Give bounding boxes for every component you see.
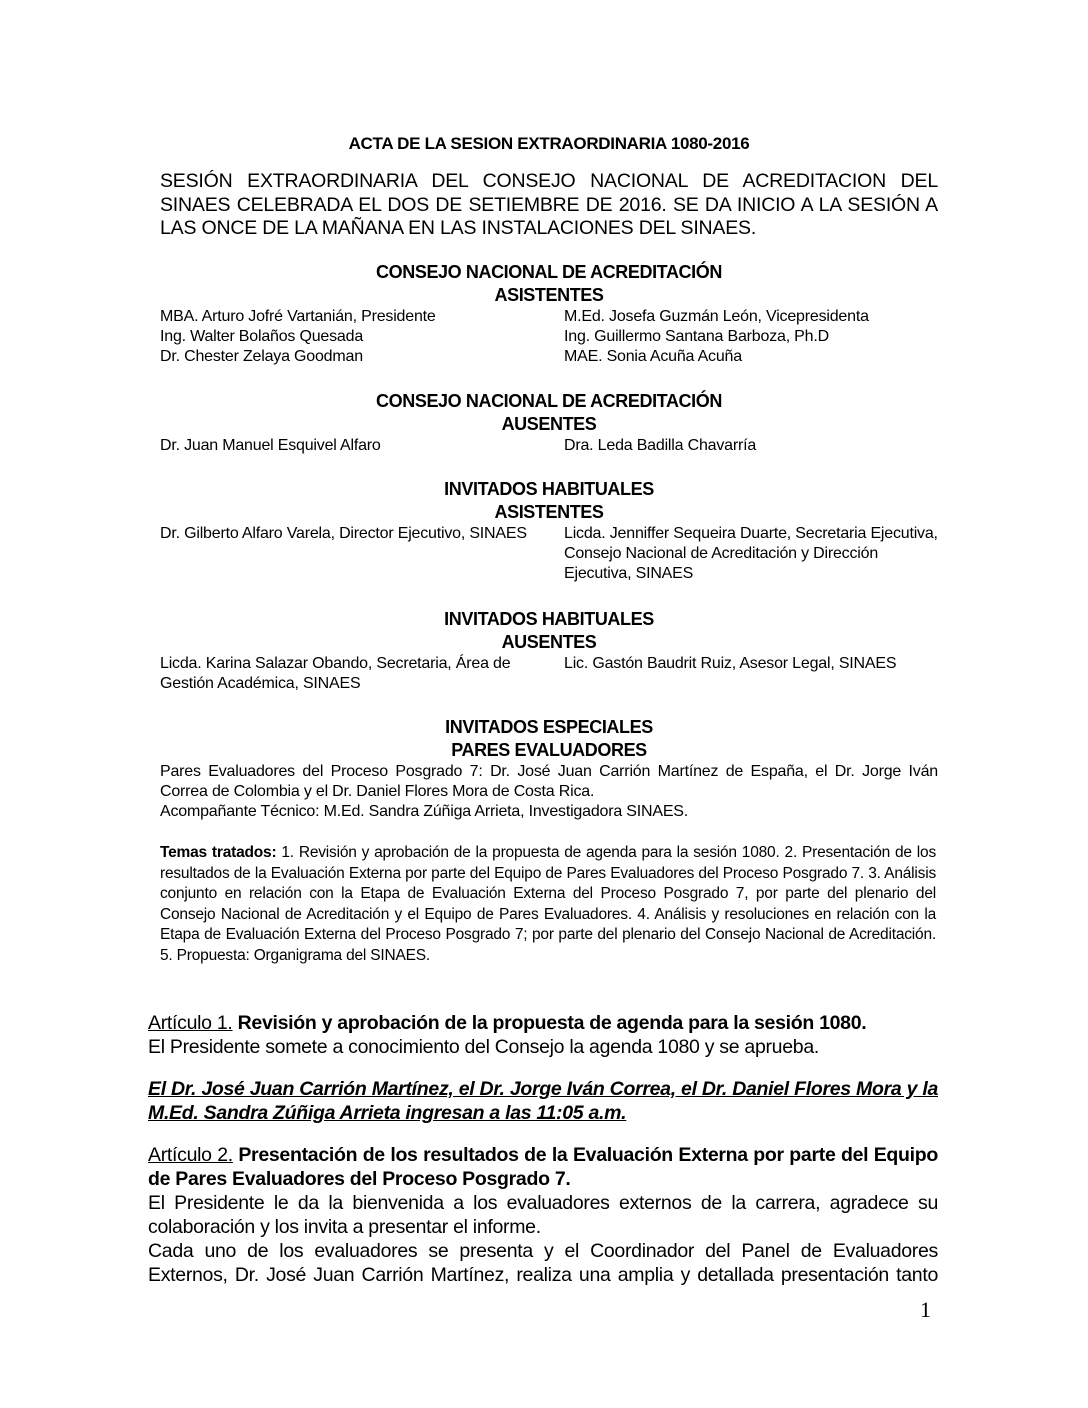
guest: Licda. Karina Salazar Obando, Secretaria, Área de Gestión Académica, SINAES [160, 655, 511, 692]
attendees-guests [160, 524, 938, 584]
section-heading: INVITADOS ESPECIALES [445, 717, 653, 737]
section-heading: CONSEJO NACIONAL DE ACREDITACIÓN [376, 391, 722, 411]
article-heading: Revisión y aprobación de la propuesta de agenda para la sesión 1080. [237, 1012, 867, 1034]
section-subheading: AUSENTES [501, 632, 597, 652]
guest: Lic. Gastón Baudrit Ruiz, Asesor Legal, SINAES [564, 655, 897, 672]
section-subheading: ASISTENTES [494, 285, 604, 305]
guest: Dr. Gilberto Alfaro Varela, Director Ejecutivo, SINAES [160, 525, 527, 542]
section-heading: INVITADOS HABITUALES [444, 609, 654, 629]
guest: Licda. Jenniffer Sequeira Duarte, Secretaria Ejecutiva, Consejo Nacional de Acreditación y Dirección Ejecutiva, SINAES [564, 525, 938, 582]
section-subheading: ASISTENTES [494, 502, 604, 522]
section-heading: CONSEJO NACIONAL DE ACREDITACIÓN [376, 262, 722, 282]
article-1 [148, 1011, 938, 1059]
attendee: M.Ed. Josefa Guzmán León, Vicepresidenta [564, 308, 869, 325]
absentee: Dra. Leda Badilla Chavarría [564, 437, 757, 454]
absentee: Dr. Juan Manuel Esquivel Alfaro [160, 437, 381, 454]
attendee: MAE. Sonia Acuña Acuña [564, 348, 742, 365]
attendee: Ing. Guillermo Santana Barboza, Ph.D [564, 328, 829, 345]
attendee: Dr. Chester Zelaya Goodman [160, 348, 363, 365]
topics-label: Temas tratados: [160, 844, 277, 861]
article-heading: Presentación de los resultados de la Evaluación Externa por parte del Equipo de Pares Evaluadores del Proceso Posgrado 7. [148, 1144, 938, 1190]
page-number: 1 [920, 1297, 931, 1322]
session-intro: SESIÓN EXTRAORDINARIA DEL CONSEJO NACIONAL DE ACREDITACION DEL SINAES CELEBRADA EL DOS DE SETIEMBRE DE 2016. SE DA INICIO A LA SESIÓN A LAS ONCE DE LA MAÑANA EN LAS INSTALACIONES DEL SINAES. [160, 170, 938, 239]
special-guests-line: Pares Evaluadores del Proceso Posgrado 7: Dr. José Juan Carrión Martínez de España, el Dr. Jorge Iván Correa de Colombia y el Dr. Daniel Flores Mora de Costa Rica. [160, 763, 938, 800]
article-label: Artículo 1. [148, 1012, 233, 1034]
section-subheading: AUSENTES [501, 414, 597, 434]
article-label: Artículo 2. [148, 1144, 233, 1166]
article-paragraph: El Presidente somete a conocimiento del Consejo la agenda 1080 y se aprueba. [148, 1036, 819, 1058]
document-title: ACTA DE LA SESION EXTRAORDINARIA 1080-2016 [348, 134, 750, 153]
absentees-guests [160, 654, 938, 694]
article-paragraph: El Presidente le da la bienvenida a los evaluadores externos de la carrera, agradece su colaboración y los invita a presentar el informe. [148, 1192, 938, 1238]
special-guests-line: Acompañante Técnico: M.Ed. Sandra Zúñiga Arrieta, Investigadora SINAES. [160, 803, 689, 820]
special-guests [160, 762, 938, 822]
section-heading: INVITADOS HABITUALES [444, 479, 654, 499]
absentees-council [160, 436, 938, 456]
attendee: MBA. Arturo Jofré Vartanián, Presidente [160, 308, 436, 325]
article-paragraph: Cada uno de los evaluadores se presenta y el Coordinador del Panel de Evaluadores Externos, Dr. José Juan Carrión Martínez, realiza una amplia y detallada presentación tanto [148, 1240, 938, 1286]
topics-paragraph [160, 843, 936, 966]
section-subheading: PARES EVALUADORES [451, 740, 647, 760]
attendee: Ing. Walter Bolaños Quesada [160, 328, 364, 345]
article-2 [148, 1143, 938, 1287]
attendees-council [160, 307, 938, 367]
entry-note: El Dr. José Juan Carrión Martínez, el Dr. Jorge Iván Correa, el Dr. Daniel Flores Mora y la M.Ed. Sandra Zúñiga Arrieta ingresan a las 11:05 a.m. [148, 1078, 938, 1124]
topics-text: 1. Revisión y aprobación de la propuesta de agenda para la sesión 1080. 2. Presentación de los resultados de la Evaluación Externa por parte del Equipo de Pares Evaluadores del Proceso Posgrado 7. 3. Análisis conjunto en relación con la Etapa de Evaluación Externa del Proceso Posgrado 7, por parte del plenario del Consejo Nacional de Acreditación y el Equipo de Pares Evaluadores. 4. Análisis y resoluciones en relación con la Etapa de Evaluación Externa del Proceso Posgrado 7; por parte del plenario del Consejo Nacional de Acreditación. 5. Propuesta: Organigrama del SINAES. [160, 844, 936, 964]
